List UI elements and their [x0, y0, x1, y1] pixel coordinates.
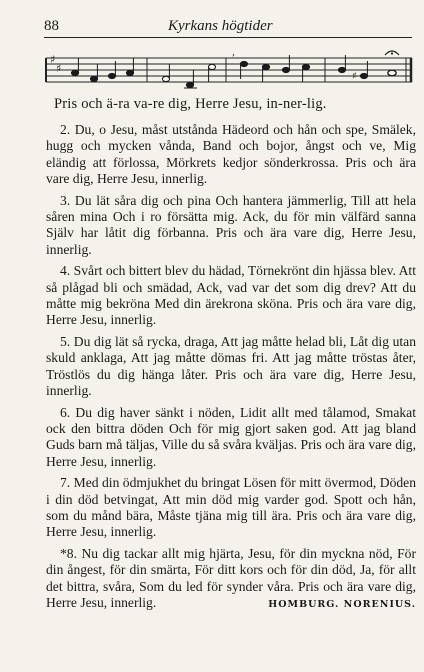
verse: 7. Med din ödmjukhet du bringat Lösen för mitt övermod, Döden i din död betvingat, Att min död mig varder god. Spott och hån, som du månd bära, Måste tjäna mig till ära. Pris och ära vare dig, Herre Jesu, innerlig.: [46, 475, 416, 540]
note: [71, 70, 78, 75]
note: [302, 64, 309, 69]
whole-note: [388, 70, 396, 76]
note: [108, 73, 115, 78]
verse: 2. Du, o Jesu, måst utstånda Hädeord och hån och spe, Smälek, hugg och mycken vånda, Band och bojor, ångst och ve, Mig eländig att förlossa, Mörkrets kedjor sönderkrossa. Pris och ära vare dig, Herre Jesu, innerlig.: [46, 122, 416, 187]
verse: 4. Svårt och bittert blev du hädad, Törnekrönt din hjässa blev. Att så plågad bli och smädad, Ack, vad var det som dig drev? Att du måtte mig bekröna Med din ärekrona sköna. Pris och ära vare dig, Herre Jesu, innerlig.: [46, 263, 416, 328]
key-signature: [50, 53, 61, 75]
verse: *8. Nu dig tackar allt mig hjärta, Jesu, för din myckna nöd, För din ångest, för din smärta, För ditt kors och för din död, Ja, för allt det bittra, svåra, Som du led för synder våra. Pris och ära vare dig, Herre Jesu, innerlig. HOMBURG. NORENIUS.: [46, 546, 416, 612]
note: [282, 67, 289, 72]
running-title: Kyrkans högtider: [168, 18, 273, 34]
music-staff: [40, 46, 418, 98]
note: [90, 76, 97, 81]
song-lyrics: Pris och ä-ra va-re dig, Herre Jesu, in-ner-lig.: [54, 96, 327, 112]
half-note: [162, 76, 169, 81]
verse: 5. Du dig lät så rycka, draga, Att jag måtte helad bli, Låt dig utan skuld anklaga, Att jag måtte dömas fri. Att jag måtte tröstas åter, Tröstlös du dig hänga låter. Pris och ära vare dig, Herre Jesu, innerlig.: [46, 333, 416, 399]
breath-mark: ,: [232, 47, 236, 58]
note: [360, 73, 367, 78]
half-note: [208, 64, 215, 69]
header-rule: [44, 37, 412, 38]
note: [126, 70, 133, 75]
svg-text:♯: ♯: [50, 53, 56, 66]
accidentals: [352, 71, 357, 82]
page-number: 88: [44, 18, 59, 34]
page-header: [0, 14, 424, 36]
note: [338, 67, 345, 72]
verse-list: [46, 122, 416, 616]
svg-text:♯: ♯: [352, 71, 357, 82]
attribution: HOMBURG. NORENIUS.: [268, 598, 416, 610]
svg-text:♯: ♯: [56, 62, 62, 75]
verse: 6. Du dig haver sänkt i nöden, Lidit allt med tålamod, Smakat ock den bittra döden Och för mig gjort saken god. Att jag bland Guds barn må täljas, Ville du så svåra kväljas. Pris och ära vare dig, Herre Jesu, innerlig.: [46, 404, 416, 469]
verse: 3. Du lät såra dig och pina Och hantera jämmerlig, Till att hela såren mina Och i ro försätta mig. Ack, du för min välfärd sanna Själv har låtit dig förbanna. Pris och ära vare dig, Herre Jesu, innerlig.: [46, 192, 416, 257]
note: [262, 64, 269, 69]
note: [240, 61, 247, 66]
note: [186, 82, 193, 87]
